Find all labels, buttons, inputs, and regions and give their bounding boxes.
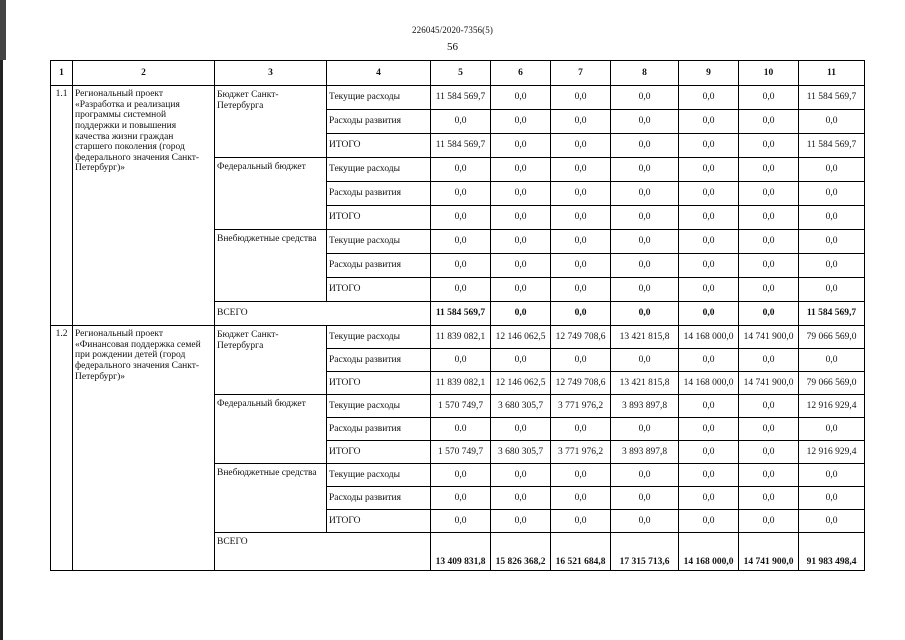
cell-value: 0,0 [431, 487, 491, 510]
row-label: ИТОГО [327, 510, 431, 533]
cell-value: 12 749 708,6 [551, 326, 611, 349]
col-header-10: 10 [739, 61, 799, 86]
cell-value: 13 421 815,8 [611, 372, 679, 395]
col-header-5: 5 [431, 61, 491, 86]
document-number: 226045/2020-7356(5) [412, 25, 493, 35]
cell-value: 0,0 [739, 230, 799, 254]
row-label: ИТОГО [327, 372, 431, 395]
cell-value: 0,0 [799, 206, 865, 230]
cell-value: 0,0 [491, 110, 551, 134]
project-number: 1.1 [51, 86, 73, 326]
cell-value: 0,0 [551, 278, 611, 302]
source-label: Внебюджетные средства [215, 230, 327, 302]
cell-value: 0,0 [611, 86, 679, 110]
cell-value: 0,0 [679, 230, 739, 254]
total-value: 16 521 684,8 [551, 533, 611, 571]
cell-value: 0,0 [679, 418, 739, 441]
total-value: 91 983 498,4 [799, 533, 865, 571]
cell-value: 0,0 [551, 464, 611, 487]
cell-value: 0,0 [491, 230, 551, 254]
col-header-2: 2 [73, 61, 215, 86]
cell-value: 0,0 [611, 418, 679, 441]
source-label: Федеральный бюджет [215, 158, 327, 230]
cell-value: 11 584 569,7 [799, 134, 865, 158]
cell-value: 0,0 [611, 254, 679, 278]
cell-value: 0,0 [611, 134, 679, 158]
cell-value: 0,0 [551, 254, 611, 278]
cell-value: 0,0 [799, 254, 865, 278]
cell-value: 0,0 [799, 418, 865, 441]
cell-value: 0,0 [551, 86, 611, 110]
source-label: Федеральный бюджет [215, 395, 327, 464]
total-value: 14 168 000,0 [679, 533, 739, 571]
col-header-7: 7 [551, 61, 611, 86]
cell-value: 12 146 062,5 [491, 326, 551, 349]
total-value: 0,0 [679, 302, 739, 326]
cell-value: 12 146 062,5 [491, 372, 551, 395]
cell-value: 14 168 000,0 [679, 372, 739, 395]
cell-value: 0,0 [431, 254, 491, 278]
cell-value: 0,0 [611, 487, 679, 510]
row-label: Расходы развития [327, 182, 431, 206]
table-row [51, 326, 865, 349]
col-header-1: 1 [51, 61, 73, 86]
source-label: Бюджет Санкт-Петербурга [215, 86, 327, 158]
total-value: 0,0 [491, 302, 551, 326]
cell-value: 0,0 [491, 134, 551, 158]
cell-value: 11 584 569,7 [431, 86, 491, 110]
cell-value: 0,0 [611, 464, 679, 487]
cell-value: 0,0 [431, 230, 491, 254]
cell-value: 0,0 [431, 464, 491, 487]
row-label: ИТОГО [327, 441, 431, 464]
total-value: 0,0 [551, 302, 611, 326]
cell-value: 0,0 [739, 418, 799, 441]
cell-value: 0,0 [739, 254, 799, 278]
source-label: Внебюджетные средства [215, 464, 327, 533]
cell-value: 0,0 [431, 206, 491, 230]
cell-value: 0,0 [491, 278, 551, 302]
cell-value: 0,0 [551, 418, 611, 441]
cell-value: 0,0 [739, 510, 799, 533]
total-value: 11 584 569,7 [799, 302, 865, 326]
cell-value: 0,0 [679, 206, 739, 230]
cell-value: 0,0 [431, 510, 491, 533]
cell-value: 3 893 897,8 [611, 395, 679, 418]
col-header-4: 4 [327, 61, 431, 86]
cell-value: 0,0 [799, 230, 865, 254]
cell-value: 3 771 976,2 [551, 395, 611, 418]
cell-value: 0,0 [679, 278, 739, 302]
cell-value: 12 749 708,6 [551, 372, 611, 395]
header-row [51, 61, 865, 86]
cell-value: 0,0 [739, 464, 799, 487]
scan-edge [0, 0, 3, 640]
cell-value: 0,0 [679, 254, 739, 278]
cell-value: 0,0 [491, 487, 551, 510]
cell-value: 0,0 [611, 510, 679, 533]
cell-value: 14 168 000,0 [679, 326, 739, 349]
row-label: ИТОГО [327, 134, 431, 158]
cell-value: 1 570 749,7 [431, 395, 491, 418]
col-header-9: 9 [679, 61, 739, 86]
cell-value: 0,0 [739, 441, 799, 464]
cell-value: 0,0 [551, 487, 611, 510]
cell-value: 0,0 [739, 349, 799, 372]
cell-value: 0,0 [491, 349, 551, 372]
cell-value: 0,0 [739, 395, 799, 418]
row-label: Текущие расходы [327, 158, 431, 182]
project-number: 1.2 [51, 326, 73, 571]
cell-value: 79 066 569,0 [799, 372, 865, 395]
cell-value: 1 570 749,7 [431, 441, 491, 464]
cell-value: 0,0 [551, 230, 611, 254]
cell-value: 0,0 [799, 487, 865, 510]
cell-value: 0,0 [679, 510, 739, 533]
total-value: 0,0 [611, 302, 679, 326]
total-value: 14 741 900,0 [739, 533, 799, 571]
cell-value: 3 680 305,7 [491, 395, 551, 418]
cell-value: 0,0 [551, 158, 611, 182]
cell-value: 3 680 305,7 [491, 441, 551, 464]
cell-value: 11 584 569,7 [431, 134, 491, 158]
project-name: Региональный проект «Разработка и реализация программы системной поддержки и повышения качества жизни граждан старшего поколения (город федерального значения Санкт-Петербург)» [73, 86, 215, 326]
row-label: Текущие расходы [327, 86, 431, 110]
cell-value: 79 066 569,0 [799, 326, 865, 349]
col-header-3: 3 [215, 61, 327, 86]
cell-value: 3 893 897,8 [611, 441, 679, 464]
source-label: Бюджет Санкт-Петербурга [215, 326, 327, 395]
cell-value: 0,0 [799, 158, 865, 182]
cell-value: 0,0 [679, 487, 739, 510]
total-value: 13 409 831,8 [431, 533, 491, 571]
cell-value: 0,0 [679, 464, 739, 487]
row-label: ИТОГО [327, 206, 431, 230]
cell-value: 0,0 [611, 278, 679, 302]
cell-value: 0,0 [799, 349, 865, 372]
cell-value: 0,0 [679, 134, 739, 158]
cell-value: 0,0 [611, 230, 679, 254]
cell-value: 0,0 [739, 206, 799, 230]
row-label: Текущие расходы [327, 464, 431, 487]
row-label: Расходы развития [327, 110, 431, 134]
cell-value: 0,0 [431, 278, 491, 302]
cell-value: 0,0 [679, 395, 739, 418]
cell-value: 0,0 [551, 206, 611, 230]
total-value: 11 584 569,7 [431, 302, 491, 326]
project-name: Региональный проект «Финансовая поддержка семей при рождении детей (город федерального значения Санкт-Петербург)» [73, 326, 215, 571]
cell-value: 0,0 [551, 182, 611, 206]
cell-value: 0,0 [431, 349, 491, 372]
cell-value: 12 916 929,4 [799, 441, 865, 464]
cell-value: 0,0 [551, 349, 611, 372]
cell-value: 0,0 [611, 110, 679, 134]
cell-value: 0,0 [739, 182, 799, 206]
cell-value: 14 741 900,0 [739, 326, 799, 349]
cell-value: 11 839 082,1 [431, 372, 491, 395]
total-value: 0,0 [739, 302, 799, 326]
total-label: ВСЕГО [215, 533, 431, 571]
cell-value: 0,0 [611, 349, 679, 372]
cell-value: 0,0 [491, 464, 551, 487]
cell-value: 0,0 [799, 510, 865, 533]
cell-value: 0,0 [611, 182, 679, 206]
cell-value: 0,0 [679, 441, 739, 464]
cell-value: 13 421 815,8 [611, 326, 679, 349]
cell-value: 0,0 [739, 487, 799, 510]
cell-value: 14 741 900,0 [739, 372, 799, 395]
cell-value: 0,0 [611, 206, 679, 230]
page-number: 56 [447, 41, 458, 53]
col-header-6: 6 [491, 61, 551, 86]
cell-value: 0,0 [739, 158, 799, 182]
cell-value: 0,0 [491, 510, 551, 533]
cell-value: 3 771 976,2 [551, 441, 611, 464]
cell-value: 0.0 [431, 418, 491, 441]
cell-value: 0,0 [491, 182, 551, 206]
row-label: Расходы развития [327, 487, 431, 510]
cell-value: 0,0 [799, 182, 865, 206]
cell-value: 0,0 [491, 418, 551, 441]
cell-value: 0,0 [491, 158, 551, 182]
cell-value: 12 916 929,4 [799, 395, 865, 418]
row-label: Расходы развития [327, 349, 431, 372]
total-value: 15 826 368,2 [491, 533, 551, 571]
cell-value: 0,0 [679, 110, 739, 134]
cell-value: 11 839 082,1 [431, 326, 491, 349]
table-row [51, 86, 865, 110]
cell-value: 0,0 [799, 110, 865, 134]
row-label: Расходы развития [327, 418, 431, 441]
cell-value: 0,0 [739, 134, 799, 158]
total-label: ВСЕГО [215, 302, 431, 326]
cell-value: 0,0 [739, 278, 799, 302]
col-header-8: 8 [611, 61, 679, 86]
cell-value: 0,0 [491, 254, 551, 278]
cell-value: 0,0 [431, 110, 491, 134]
row-label: Расходы развития [327, 254, 431, 278]
cell-value: 0,0 [551, 134, 611, 158]
total-value: 17 315 713,6 [611, 533, 679, 571]
row-label: ИТОГО [327, 278, 431, 302]
cell-value: 0,0 [799, 278, 865, 302]
budget-table [50, 60, 865, 571]
cell-value: 0,0 [431, 158, 491, 182]
row-label: Текущие расходы [327, 395, 431, 418]
cell-value: 0,0 [739, 110, 799, 134]
cell-value: 0,0 [551, 510, 611, 533]
cell-value: 0,0 [679, 158, 739, 182]
cell-value: 0,0 [611, 158, 679, 182]
cell-value: 11 584 569,7 [799, 86, 865, 110]
cell-value: 0,0 [739, 86, 799, 110]
cell-value: 0,0 [491, 86, 551, 110]
col-header-11: 11 [799, 61, 865, 86]
cell-value: 0,0 [679, 182, 739, 206]
cell-value: 0,0 [551, 110, 611, 134]
cell-value: 0,0 [799, 464, 865, 487]
cell-value: 0,0 [431, 182, 491, 206]
cell-value: 0,0 [491, 206, 551, 230]
cell-value: 0,0 [679, 349, 739, 372]
row-label: Текущие расходы [327, 230, 431, 254]
row-label: Текущие расходы [327, 326, 431, 349]
cell-value: 0,0 [679, 86, 739, 110]
